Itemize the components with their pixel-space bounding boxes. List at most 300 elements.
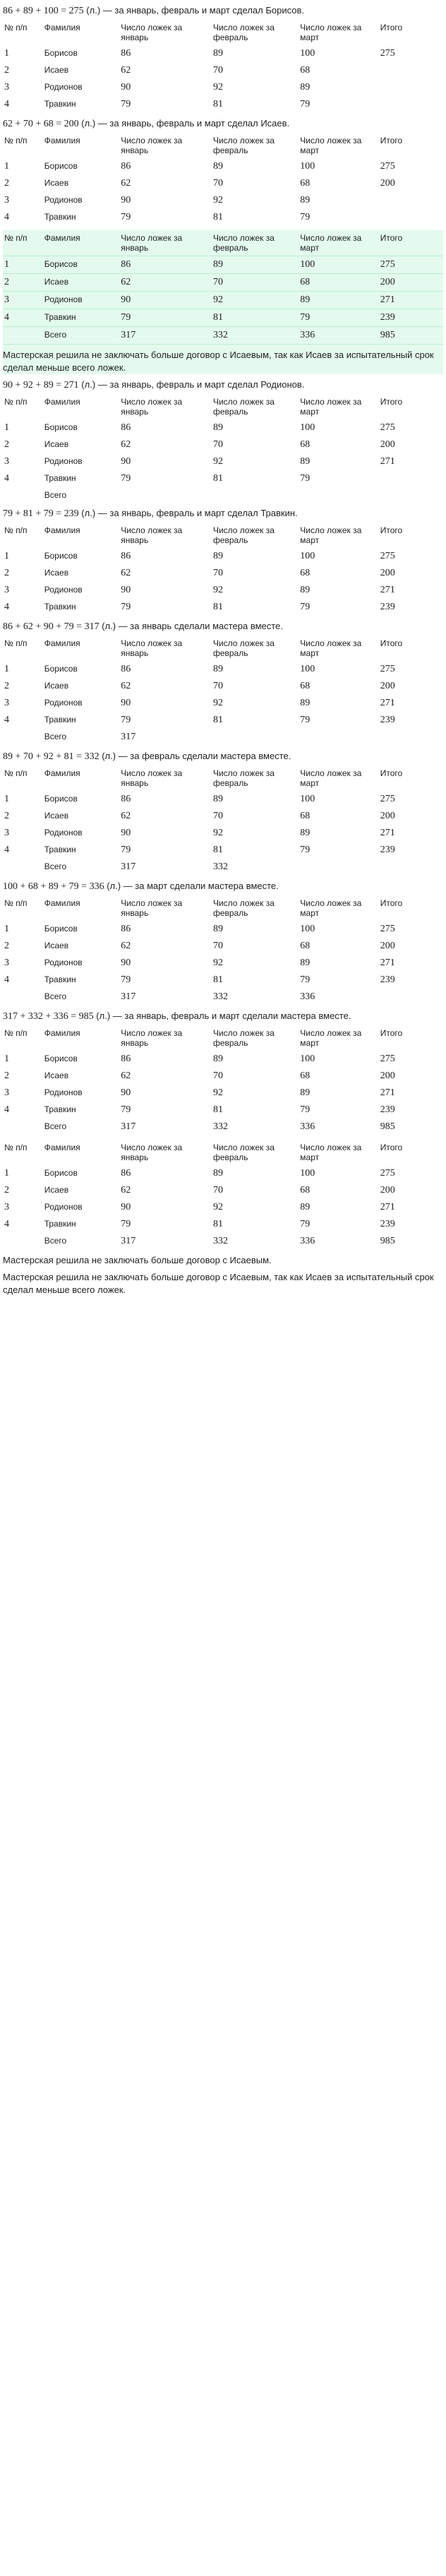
table-cell: 86 [121,1054,131,1064]
table-cell: 2 [4,1071,9,1081]
table-header-cell: Число ложек за февраль [212,525,275,545]
table-cell: 1 [4,422,9,433]
table-cell: 275 [380,1054,395,1064]
table-cell: Борисов [44,664,78,674]
table-header-cell: № п/п [4,136,28,145]
table-cell: Родионов [43,292,120,309]
table-row [3,158,443,175]
table-cell: Травкин [44,974,76,984]
table-header-cell: Фамилия [44,898,80,908]
table-total-cell: 317 [121,732,136,742]
table-cell: 92 [212,828,223,838]
table-row [3,661,443,678]
table-header-cell: Число ложек за март [300,768,362,788]
spoons-table [3,523,443,616]
table-cell: 2 [4,1185,9,1195]
table-header-cell: № п/п [4,898,28,908]
table-cell: 4 [4,1104,9,1115]
table-cell: 68 [300,178,311,189]
table-header-cell: Число ложек за февраль [212,638,275,658]
table-cell: 89 [212,664,223,674]
table-cell: 271 [380,1202,395,1212]
equation-line [3,117,443,130]
table-cell: 100 [300,551,315,561]
table-header-row [3,895,443,921]
table-total-row [3,487,443,503]
equation-text: (л.) — за январь, февраль и март сделал Родионов. [78,379,305,390]
table-total-cell: Всего [44,1121,67,1131]
table-cell: Исаев [44,1071,69,1080]
page [0,4,446,1296]
table-cell: 92 [212,585,223,595]
table-cell: 81 [212,473,223,484]
table-cell: 239 [380,715,395,725]
table-header-cell: Число ложек за март [300,397,362,417]
table-cell: Родионов [44,82,83,92]
table-cell: 89 [300,958,311,968]
table-header-cell: Число ложек за февраль [212,768,275,788]
table-cell: 90 [121,82,131,93]
table-cell [379,96,443,113]
table-cell: 79 [121,1219,131,1229]
table-cell: 79 [121,1104,131,1115]
table-total-cell: Всего [44,732,67,741]
table-total-cell: 317 [121,1121,136,1132]
table-total-cell [299,729,378,746]
table-row [3,791,443,808]
spoons-table [3,1025,443,1135]
table-header-cell: Фамилия [44,768,80,778]
table-header-cell: Итого [380,525,403,535]
table-cell: Борисов [44,48,78,58]
table-cell: 68 [299,274,378,292]
table-cell: 86 [121,664,131,674]
table-total-cell: 336 [300,1121,315,1132]
table-header-cell: Число ложек за январь [121,397,183,417]
table-cell: 1 [4,551,9,561]
table-cell: 79 [300,602,311,612]
table-total-row [3,1119,443,1135]
table-cell: 89 [300,456,311,467]
table-cell: 79 [121,974,131,985]
table-cell: Травкин [44,845,76,854]
table-header-cell: Число ложек за март [300,1028,362,1048]
table-cell: 275 [380,924,395,934]
table-header-cell: Итого [380,898,403,908]
table-cell: 86 [121,161,131,172]
table-header-cell: Число ложек за январь [121,638,183,658]
table-row [3,292,443,309]
table-total-cell: 336 [300,991,315,1002]
table-cell: 4 [4,1219,9,1229]
equation: 86 + 62 + 90 + 79 = 317 [3,621,100,632]
equation-text: (л.) — за январь сделали мастера вместе. [99,621,283,631]
table-cell [379,79,443,96]
table-row [3,842,443,859]
table-cell: 100 [299,256,378,274]
table-cell: 62 [121,439,131,450]
table-header-cell: Число ложек за январь [121,898,183,918]
table-cell: 100 [300,1054,315,1064]
table-row [3,921,443,938]
table-cell: 239 [380,602,395,612]
table-cell: 3 [3,292,43,309]
table-cell: 81 [212,212,223,222]
table-cell: Родионов [44,958,83,967]
table-cell: 89 [212,551,223,561]
table-cell: 90 [119,292,212,309]
table-cell: Травкин [44,1219,76,1229]
table-cell: 79 [121,602,131,612]
equation-text: (л.) — за январь, февраль и март сделал Травкин. [78,508,298,518]
table-cell: 100 [300,48,315,59]
table-header-cell: Число ложек за январь [121,1143,183,1162]
table-row [3,470,443,487]
table-cell: 81 [212,1104,223,1115]
table-header-cell: Число ложек за март [300,898,362,918]
table-header-cell: № п/п [4,1028,28,1038]
table-total-row [3,989,443,1006]
table-cell: 89 [212,1168,223,1179]
table-cell: 2 [4,568,9,578]
table-total-cell [119,487,212,503]
table-cell: 2 [4,65,9,76]
table-row [3,548,443,565]
table-header-cell: Итого [380,638,403,648]
table-cell [379,62,443,79]
table-cell: 62 [121,65,131,76]
table-cell: 89 [212,422,223,433]
table-header-cell: Число ложек за январь [121,136,183,155]
equation: 90 + 92 + 89 = 271 [3,380,79,390]
table-header-cell: Итого [380,136,403,145]
table-total-cell: 332 [212,991,228,1002]
table-row [3,712,443,729]
table-cell: 70 [212,568,223,578]
table-row [3,1051,443,1068]
spoons-table [3,895,443,1006]
table-row [3,955,443,972]
table-cell: Исаев [44,1185,69,1195]
table-cell: Родионов [44,456,83,466]
table-total-cell: 317 [121,1236,136,1246]
table-row [3,1216,443,1233]
table-cell: 86 [121,422,131,433]
table-cell: 81 [212,309,299,327]
table-row [3,436,443,453]
table-cell: 92 [212,82,223,93]
table-cell: Травкин [44,602,76,612]
equation-line [3,620,443,633]
table-cell: 90 [121,456,131,467]
table-cell: 271 [380,1087,395,1098]
table-row [3,45,443,62]
table-cell: 79 [119,309,212,327]
table-total-cell [299,859,378,876]
table-cell: 271 [380,828,395,838]
table-cell: 275 [380,422,395,433]
table-cell: Травкин [43,309,120,327]
table-cell: 275 [380,794,395,804]
table-cell: 1 [4,48,9,59]
table-cell: 89 [300,828,311,838]
table-cell: 62 [119,274,212,292]
table-cell: 89 [300,1202,311,1212]
table-header-cell: Фамилия [44,23,80,32]
table-cell: Исаев [44,941,69,950]
table-cell: 68 [300,681,311,691]
table-cell: 89 [212,256,299,274]
table-cell: 4 [4,602,9,612]
table-cell: 81 [212,845,223,855]
table-cell: 79 [121,473,131,484]
table-header-cell: Число ложек за февраль [212,230,299,256]
table-cell: Родионов [44,195,83,205]
equation-line [3,4,443,17]
table-cell: 79 [300,974,311,985]
table-cell [379,192,443,209]
table-cell: 79 [300,99,311,109]
table-cell: 2 [4,811,9,821]
table-cell: 275 [380,664,395,674]
table-cell: 62 [121,941,131,951]
table-cell: Исаев [44,681,69,691]
table-cell: 79 [121,845,131,855]
table-total-row [3,327,443,345]
table-header-row [3,20,443,45]
table-cell: 200 [380,941,395,951]
table-cell: 79 [300,715,311,725]
table-header-cell: Итого [380,1143,403,1152]
table-cell: 86 [121,551,131,561]
spoons-table [3,1140,443,1250]
table-cell: 90 [121,1087,131,1098]
table-cell: 68 [300,811,311,821]
spoons-table [3,394,443,503]
table-header-cell: Число ложек за январь [119,230,212,256]
table-cell: 79 [300,212,311,222]
table-row [3,192,443,209]
table-header-cell: Число ложек за март [300,1143,362,1162]
table-header-cell: № п/п [4,397,28,407]
table-cell: 271 [380,958,395,968]
table-total-cell [379,487,443,503]
table-cell: 92 [212,456,223,467]
table-header-row [3,133,443,158]
table-header-cell: Фамилия [44,136,80,145]
footer-note-2: Мастерская решила не заключать больше договор с Исаевым, так как Исаев за испытательный срок сделал меньше всего ложек. [3,1272,434,1295]
table-cell: 62 [121,1185,131,1195]
table-cell [379,209,443,226]
table-cell: 70 [212,65,223,76]
table-cell: 3 [4,585,9,595]
table-cell: 100 [300,1168,315,1179]
table-cell: 275 [380,551,395,561]
table-header-cell: № п/п [4,638,28,648]
table-cell: 90 [121,698,131,708]
table-cell: Исаев [43,274,120,292]
table-cell: 62 [121,178,131,189]
table-cell: 3 [4,195,9,205]
table-cell: 239 [380,974,395,985]
table-row [3,1182,443,1199]
table-header-cell: № п/п [4,1143,28,1152]
table-cell: 79 [300,1219,311,1229]
table-cell: 89 [300,82,311,93]
equation-text: (л.) — за февраль сделали мастера вместе. [99,751,291,761]
table-header-cell: № п/п [3,230,43,256]
table-header-cell: Число ложек за март [300,525,362,545]
table-header-row [3,1140,443,1165]
table-header-cell: Фамилия [43,230,120,256]
table-cell: 89 [300,1087,311,1098]
table-cell: 3 [4,1087,9,1098]
table-cell: 68 [300,1185,311,1195]
table-cell: 4 [4,715,9,725]
table-cell: 90 [121,585,131,595]
table-header-cell: Число ложек за февраль [212,23,275,42]
table-cell: 2 [4,439,9,450]
table-cell: Борисов [44,1168,78,1178]
table-header-row [3,230,443,256]
table-row [3,599,443,616]
table-cell: 70 [212,178,223,189]
table-total-row [3,859,443,876]
table-cell: Травкин [44,212,76,222]
table-cell: 200 [380,811,395,821]
equation-line [3,507,443,520]
table-cell: Травкин [44,473,76,483]
spoons-table [3,636,443,746]
table-header-cell: Итого [379,230,443,256]
table-row [3,938,443,955]
table-header-cell: Число ложек за январь [121,1028,183,1048]
table-header-cell: Число ложек за февраль [212,898,275,918]
table-header-cell: Число ложек за март [300,23,362,42]
equation: 62 + 70 + 68 = 200 [3,119,79,129]
table-cell: 79 [121,212,131,222]
table-cell: 4 [4,99,9,109]
equation: 317 + 332 + 336 = 985 [3,1011,94,1022]
table-cell: 92 [212,958,223,968]
table-cell: 271 [380,456,395,467]
table-cell: Родионов [44,1202,83,1212]
table-row [3,453,443,470]
table-header-cell: Число ложек за февраль [212,397,275,417]
table-cell: 271 [380,698,395,708]
equation-line [3,378,443,391]
table-cell: 90 [121,958,131,968]
table-total-cell: 332 [212,1121,228,1132]
table-cell: 1 [3,256,43,274]
table-cell: Борисов [44,794,78,804]
table-cell: Травкин [44,99,76,109]
table-header-cell: Число ложек за февраль [212,1143,275,1162]
table-total-cell: Всего [44,1236,67,1246]
table-cell: Родионов [44,585,83,595]
table-cell: 200 [380,1071,395,1081]
table-cell: 92 [212,195,223,205]
table-total-cell [3,989,43,1006]
table-header-row [3,394,443,419]
solution-part-1 [3,4,443,226]
table-cell [379,470,443,487]
table-header-cell: Итого [380,23,403,32]
table-total-cell [379,989,443,1006]
table-cell: 3 [4,1202,9,1212]
table-header-cell: Число ложек за март [300,638,362,658]
table-cell: 62 [121,811,131,821]
table-cell: Исаев [44,811,69,821]
table-cell: 89 [212,161,223,172]
table-cell: 1 [4,161,9,172]
table-cell: 68 [300,941,311,951]
table-total-cell: 332 [212,327,299,345]
table-cell: 62 [121,1071,131,1081]
table-cell: 68 [300,439,311,450]
table-header-cell: Число ложек за март [300,136,362,155]
table-cell: 81 [212,715,223,725]
table-cell: 81 [212,974,223,985]
table-row [3,79,443,96]
table-row [3,972,443,989]
highlighted-table-block [3,230,443,374]
table-cell: 1 [4,1168,9,1179]
table-row [3,274,443,292]
table-cell: 271 [379,292,443,309]
table-cell: 70 [212,811,223,821]
table-row [3,62,443,79]
table-header-cell: № п/п [4,23,28,32]
table-total-cell: 332 [212,1236,228,1246]
table-cell: Борисов [43,256,120,274]
table-cell: 3 [4,82,9,93]
table-total-cell: 317 [119,327,212,345]
table-cell: 239 [380,1219,395,1229]
table-cell: 70 [212,941,223,951]
table-total-cell: 332 [212,861,228,872]
table-total-cell [3,859,43,876]
table-cell: 2 [4,941,9,951]
table-cell: 89 [300,195,311,205]
table-header-cell: Итого [380,397,403,407]
table-cell: 100 [300,794,315,804]
table-cell: 86 [119,256,212,274]
table-cell: 200 [380,1185,395,1195]
table-cell: 70 [212,681,223,691]
equation-line [3,750,443,763]
table-cell: 92 [212,1202,223,1212]
table-row [3,419,443,436]
table-header-row [3,1025,443,1051]
table-total-cell [379,729,443,746]
table-header-cell: Фамилия [44,638,80,648]
table-cell: 89 [212,48,223,59]
table-cell: 92 [212,1087,223,1098]
table-total-cell: Всего [44,861,67,871]
table-cell: 1 [4,664,9,674]
table-cell: 2 [4,681,9,691]
footer-note-1: Мастерская решила не заключать больше договор с Исаевым. [3,1255,272,1265]
table-total-cell: 336 [300,1236,315,1246]
table-cell: 70 [212,274,299,292]
table-row [3,209,443,226]
table-total-cell [212,487,299,503]
table-total-cell [3,327,43,345]
table-cell: 79 [299,309,378,327]
table-cell: 86 [121,48,131,59]
table-cell: 90 [121,828,131,838]
